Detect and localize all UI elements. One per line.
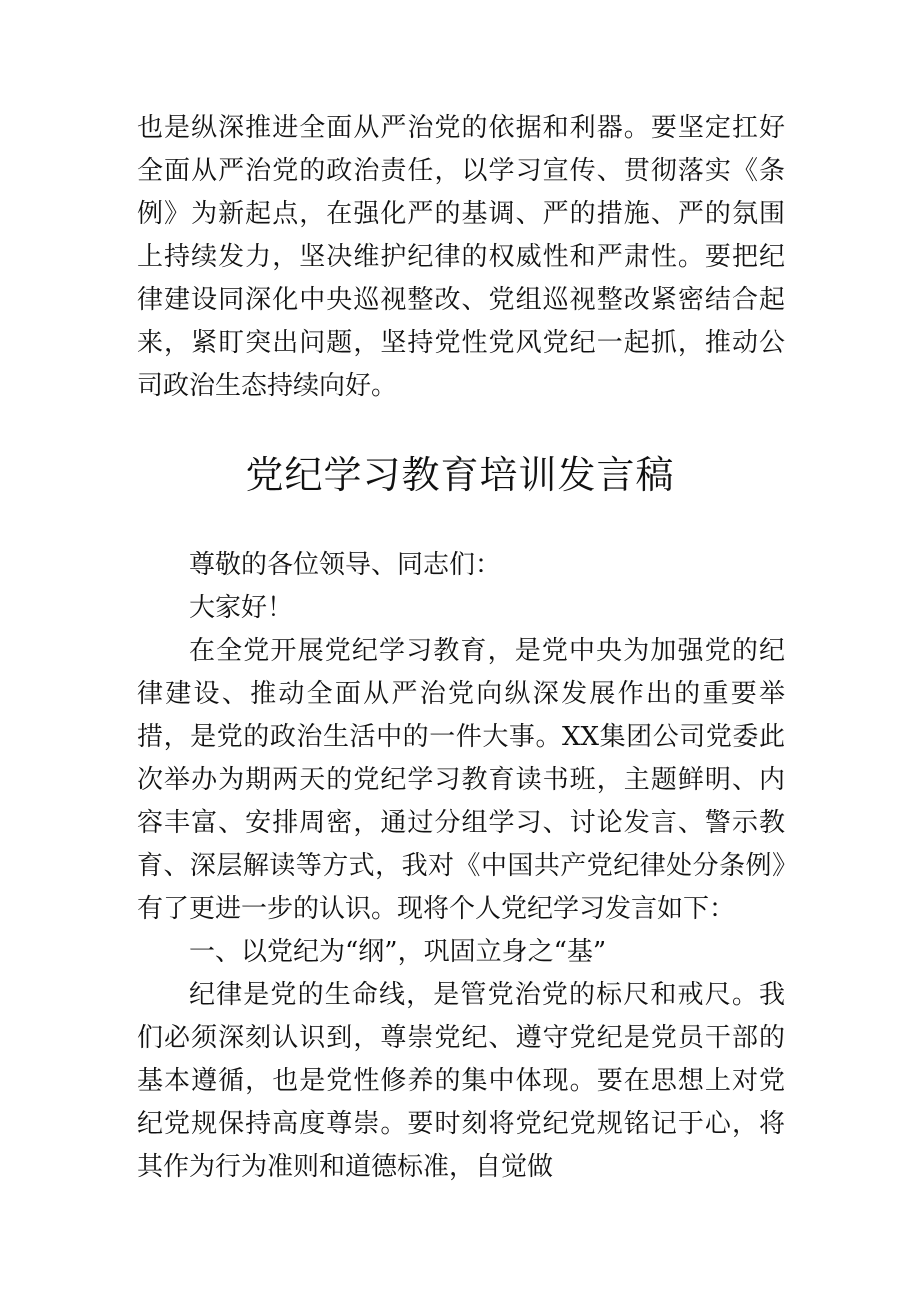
- hello-line: 大家好！: [189, 593, 294, 623]
- document-title: 党纪学习教育培训发言稿: [245, 453, 675, 497]
- speech-body: [137, 544, 785, 1189]
- continued-text-block: [137, 107, 785, 408]
- continued-paragraph: 也是纵深推进全面从严治党的依据和利器。要坚定扛好全面从严治党的政治责任，以学习宣传、贯彻落实《条例》为新起点，在强化严的基调、严的措施、严的氛围上持续发力，坚决维护纪律的权威性和严肃性。要把纪律建设同深化中央巡视整改、党组巡视整改紧密结合起来，紧盯突出问题，坚持党性党风党纪一起抓，推动公司政治生态持续向好。: [137, 113, 785, 401]
- section-heading: 一、以党纪为“纲”，巩固立身之“基”: [189, 937, 607, 967]
- greeting-line: 尊敬的各位领导、同志们：: [189, 550, 502, 580]
- intro-paragraph: 在全党开展党纪学习教育，是党中央为加强党的纪律建设、推动全面从严治党向纵深发展作出的重要举措，是党的政治生活中的一件大事。XX集团公司党委此次举办为期两天的党纪学习教育读书班，主题鲜明、内容丰富、安排周密，通过分组学习、讨论发言、警示教育、深层解读等方式，我对《中国共产党纪律处分条例》有了更进一步的认识。现将个人党纪学习发言如下：: [137, 636, 785, 924]
- section-paragraph: 纪律是党的生命线，是管党治党的标尺和戒尺。我们必须深刻认识到，尊崇党纪、遵守党纪是党员干部的基本遵循，也是党性修养的集中体现。要在思想上对党纪党规保持高度尊崇。要时刻将党纪党规铭记于心，将其作为行为准则和道德标准，自觉做: [137, 980, 785, 1182]
